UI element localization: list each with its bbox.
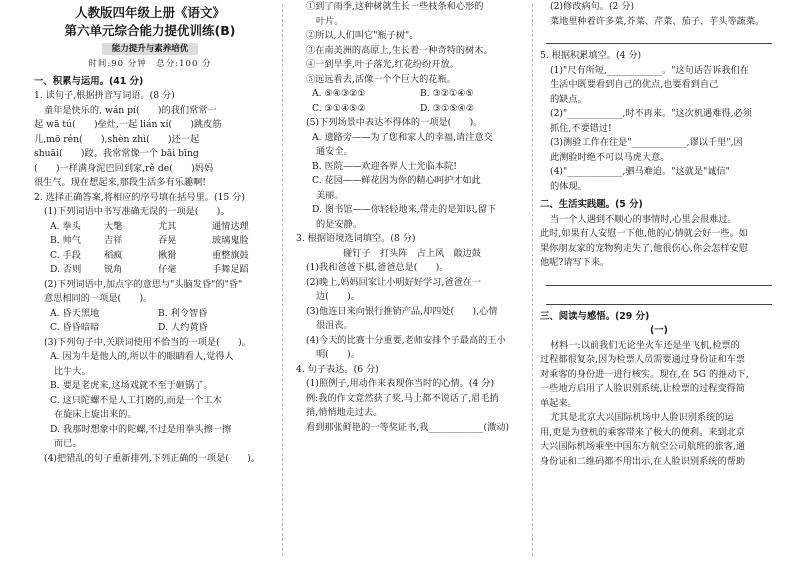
answer-option: D. ③①⑤④② — [420, 102, 475, 114]
question-text: 比牛大。 — [54, 365, 91, 377]
answer-option: D. 否则 — [50, 264, 82, 275]
answer-options-row — [296, 87, 528, 102]
question-text: ③在南美洲的高原上,生长着一种奇特的树木。 — [306, 44, 493, 56]
question-text: (4)今天的比赛十分重要,老师安排个子最高的王小 — [306, 334, 506, 346]
question-text: 明( )。 — [316, 349, 360, 360]
question-text: 一些地方启用了人脸识别系统,让检票的过程变得简 — [540, 383, 746, 394]
answer-options-row — [296, 102, 528, 117]
question-text: 的体现。 — [550, 180, 587, 192]
answer-option: A. 昏天黑地 — [50, 307, 100, 319]
answer-line — [546, 291, 772, 305]
question-text: 很生气。现在想起来,那段生活多有乐趣啊! — [34, 177, 206, 188]
question-text: 5. 根据积累填空。(4 分) — [540, 50, 642, 61]
answer-option: B. 利令智昏 — [158, 307, 208, 319]
question-text: 童年是快乐的, wán pí( )的我们常常一 — [44, 104, 217, 116]
question-text: (5)下列场景中表达不得体的一项是( )。 — [306, 117, 483, 128]
question-text: 的是安静。 — [316, 218, 362, 230]
question-text: (3)他连日来向银行推销产品,却四处( ),心情 — [306, 305, 498, 317]
question-text: 很沮丧。 — [316, 320, 353, 331]
question-text: 起 wā tú( )垒灶,一起 lián xí( )跳皮筋 — [34, 119, 222, 130]
answer-line — [546, 30, 772, 44]
question-text: 果你朋友家的宠物狗走失了,他很伤心,你会怎样安慰 — [540, 242, 748, 254]
answer-choice: A. 遗路旁——为了您和家人的幸福,请注意交 — [312, 131, 493, 143]
question-text: (1)我和爸爸下棋,爸爸总是( )。 — [306, 262, 449, 273]
section-heading: 三、阅读与感悟。(29 分) — [540, 310, 650, 322]
question-text: 而已。 — [54, 438, 82, 449]
answer-option: 尤其 — [158, 220, 177, 232]
answer-option: 吞晃 — [158, 235, 177, 246]
question-text: (3)下列句子中,关联词使用不恰当的一项是( )。 — [44, 336, 251, 348]
question-text: 通安全。 — [316, 146, 353, 157]
column-middle-body — [296, 0, 528, 435]
question-text: 例:我的作文竟然获了奖,马上都不说话了,眉毛捎 — [306, 392, 499, 404]
answer-option: D. 人约黄昏 — [158, 322, 208, 333]
answer-option: 手舞足蹈 — [212, 264, 249, 275]
answer-option: B. 帅气 — [50, 235, 81, 246]
answer-options-row — [34, 307, 266, 322]
answer-options-row — [34, 263, 266, 278]
question-text: 菜地里种着许多菜,芥菜、芹菜、茄子、芋头等蔬菜。 — [550, 15, 765, 27]
word-bank: 碰钉子 打头阵 占上风 敲边鼓 — [343, 247, 481, 259]
question-text: ④一到旱季,叶子落光,红花纷纷开放。 — [306, 59, 459, 70]
answer-choice: B. 要是老虎来,这场戏就不至于砸锅了。 — [50, 380, 213, 391]
question-text: 1. 读句子,根据拼音写词语。(8 分) — [34, 90, 175, 101]
column-left-body — [34, 75, 266, 467]
answer-options-row — [34, 249, 266, 264]
question-text: 看到那张鲜艳的一等奖证书,我____________(激动) — [306, 421, 510, 433]
question-text: 大兴国际机场乘坐中国东方航空公司航班的旅客,通 — [540, 441, 746, 452]
question-text: (2)修改病句。(2 分) — [550, 1, 635, 12]
question-text: ①到了雨季,这种树就生长一些枝条和心形的 — [306, 1, 484, 12]
worksheet-title: 人教版四年级上册《语文》 — [74, 5, 225, 20]
question-text: 4. 句子表达。(6 分) — [296, 363, 379, 375]
question-text: 儿,mō rén( ),shèn zhì( )还一起 — [34, 133, 200, 145]
question-text: (1)下列词语中书写准确无误的一项是( )。 — [44, 206, 230, 217]
question-text: 捎,悄悄地走过去。 — [306, 407, 383, 418]
question-text: 当一个人遇到不顺心的事情时,心里会很难过。 — [550, 213, 737, 225]
question-text: 此测验时绝不可以马虎大意。 — [550, 151, 670, 163]
answer-option: 稻疯 — [104, 249, 123, 261]
answer-option: 吉祥 — [104, 235, 123, 246]
section-heading: 一、积累与运用。(41 分) — [34, 75, 144, 87]
question-text: 材料一:以前我们无论坐火车还是坐飞机,检票的 — [550, 339, 740, 351]
question-text: (4)把错乱的句子重新排列,下列正确的一项是( )。 — [44, 452, 261, 464]
answer-option: C. 手段 — [50, 249, 81, 261]
answer-choice: B. 医院——欢迎各界人士光临本院! — [312, 160, 457, 172]
passage-heading: (一) — [650, 325, 668, 336]
question-text: 他呢?请写下来。 — [540, 257, 610, 268]
question-text: 3. 根据语境选词填空。(8 分) — [296, 233, 416, 244]
question-text: 单起来。 — [540, 397, 577, 409]
answer-option: 通情达理 — [212, 220, 249, 232]
question-text: (1)照例子,用动作来表现你当时的心情。(4 分) — [306, 378, 495, 389]
question-text: (2)晚上,妈妈回家让小明好好学习,爸爸在一 — [306, 276, 482, 288]
column-left — [34, 0, 266, 466]
question-text: 此时,如果有人安慰一下他,他的心情就会好一些。如 — [540, 228, 748, 239]
question-text: (4)"____________,驷马难追。"这就是"诚信" — [550, 166, 730, 177]
answer-option: 重整旗鼓 — [212, 249, 249, 261]
answer-option: B. ③②①④⑤ — [420, 88, 474, 99]
question-text: 美丽。 — [316, 189, 344, 201]
question-text: 身份证和二维码都不用出示,在人脸识别系统的帮助 — [540, 455, 746, 467]
answer-choice: C. 这只陀螺不是人工打磨的,而是一个工木 — [50, 394, 222, 406]
question-text: 抓住,不要错过! — [550, 122, 612, 134]
section-badge: 能力提升与素养培优 — [102, 43, 199, 55]
question-text: 的缺点。 — [550, 93, 587, 105]
question-text: (2)下列词语中,加点字的意思与"头脑发昏"的"昏" — [44, 278, 243, 290]
question-text: 生活中既要看到自己的优点,也要看到自己 — [550, 79, 719, 90]
column-right — [540, 0, 778, 469]
question-text: 2. 选择正确答案,将相应的序号填在括号里。(15 分) — [34, 191, 245, 203]
answer-choice: D. 我那时想象中的陀螺,不过是用拳头擦一擦 — [50, 423, 232, 435]
answer-option: A. ⑤④③②① — [312, 88, 366, 99]
question-text: ( )一样满身泥巴回到家,rě de( )妈妈 — [34, 162, 214, 174]
question-text: shuāi( )跤。我常常像一个 bāi bīng — [34, 148, 199, 159]
answer-choice: D. 图书馆——你轻轻地来,带走的是知识,留下 — [312, 204, 497, 215]
answer-choice: C. 花园——鲜花因为你的精心呵护才如此 — [312, 175, 481, 186]
question-text: ②所以,人们叫它"瓶子树"。 — [306, 30, 419, 41]
question-text: 意思相同的一项是( )。 — [44, 293, 153, 304]
answer-options-row — [34, 234, 266, 249]
answer-option: C. ③①④⑤② — [312, 102, 366, 114]
question-text: 在旋床上旋出来的。 — [54, 409, 137, 420]
answer-option: A. 拳头 — [50, 220, 81, 232]
question-text: (1)"尺有所短,____________。"这句话告诉我们在 — [550, 64, 749, 76]
question-text: ⑤远远看去,活像一个个巨大的花瓶。 — [306, 73, 456, 85]
answer-line — [546, 272, 772, 286]
column-divider-right — [532, 4, 533, 556]
question-text: (3)测验工作在往是"____________,谬以千里",因 — [550, 137, 743, 148]
answer-option: 仔毫 — [158, 264, 177, 275]
question-text: 用,更是为登机的乘客带来了极大的便利。来到北京 — [540, 426, 746, 438]
column-middle — [296, 0, 528, 435]
worksheet-subtitle: 第六单元综合能力提优训练(B) — [64, 23, 236, 38]
answer-option: 玻璃鬼脸 — [212, 235, 249, 246]
answer-option: 大氅 — [104, 220, 123, 232]
question-text: 过程都很复杂,因为检票人员需要通过身份证和车票 — [540, 354, 746, 365]
answer-option: 锐角 — [104, 264, 123, 275]
answer-choice: A. 因为牛是他人的,所以牛的眼睛看人,觉得人 — [50, 351, 234, 362]
column-divider-left — [282, 4, 283, 556]
question-text: 尤其是北京大兴国际机场中人脸识别系统的运 — [550, 412, 734, 423]
question-text: 叶片。 — [316, 15, 344, 27]
section-heading: 二、生活实践题。(5 分) — [540, 199, 643, 210]
time-score-info: 时间:90 分钟 总分:100 分 — [88, 58, 212, 69]
question-text: 边( )。 — [316, 291, 360, 302]
question-text: (2)"____________,时不再来。"这次机遇难得,必须 — [550, 108, 752, 119]
answer-options-row — [34, 220, 266, 235]
answer-options-row — [34, 321, 266, 336]
answer-option: C. 昏昏暗暗 — [50, 322, 100, 333]
question-text: 对乘客的身份进一进行核实。现在,在 5G 的推动下, — [540, 368, 749, 380]
column-right-body — [540, 0, 778, 469]
answer-option: 揪猾 — [158, 249, 177, 261]
